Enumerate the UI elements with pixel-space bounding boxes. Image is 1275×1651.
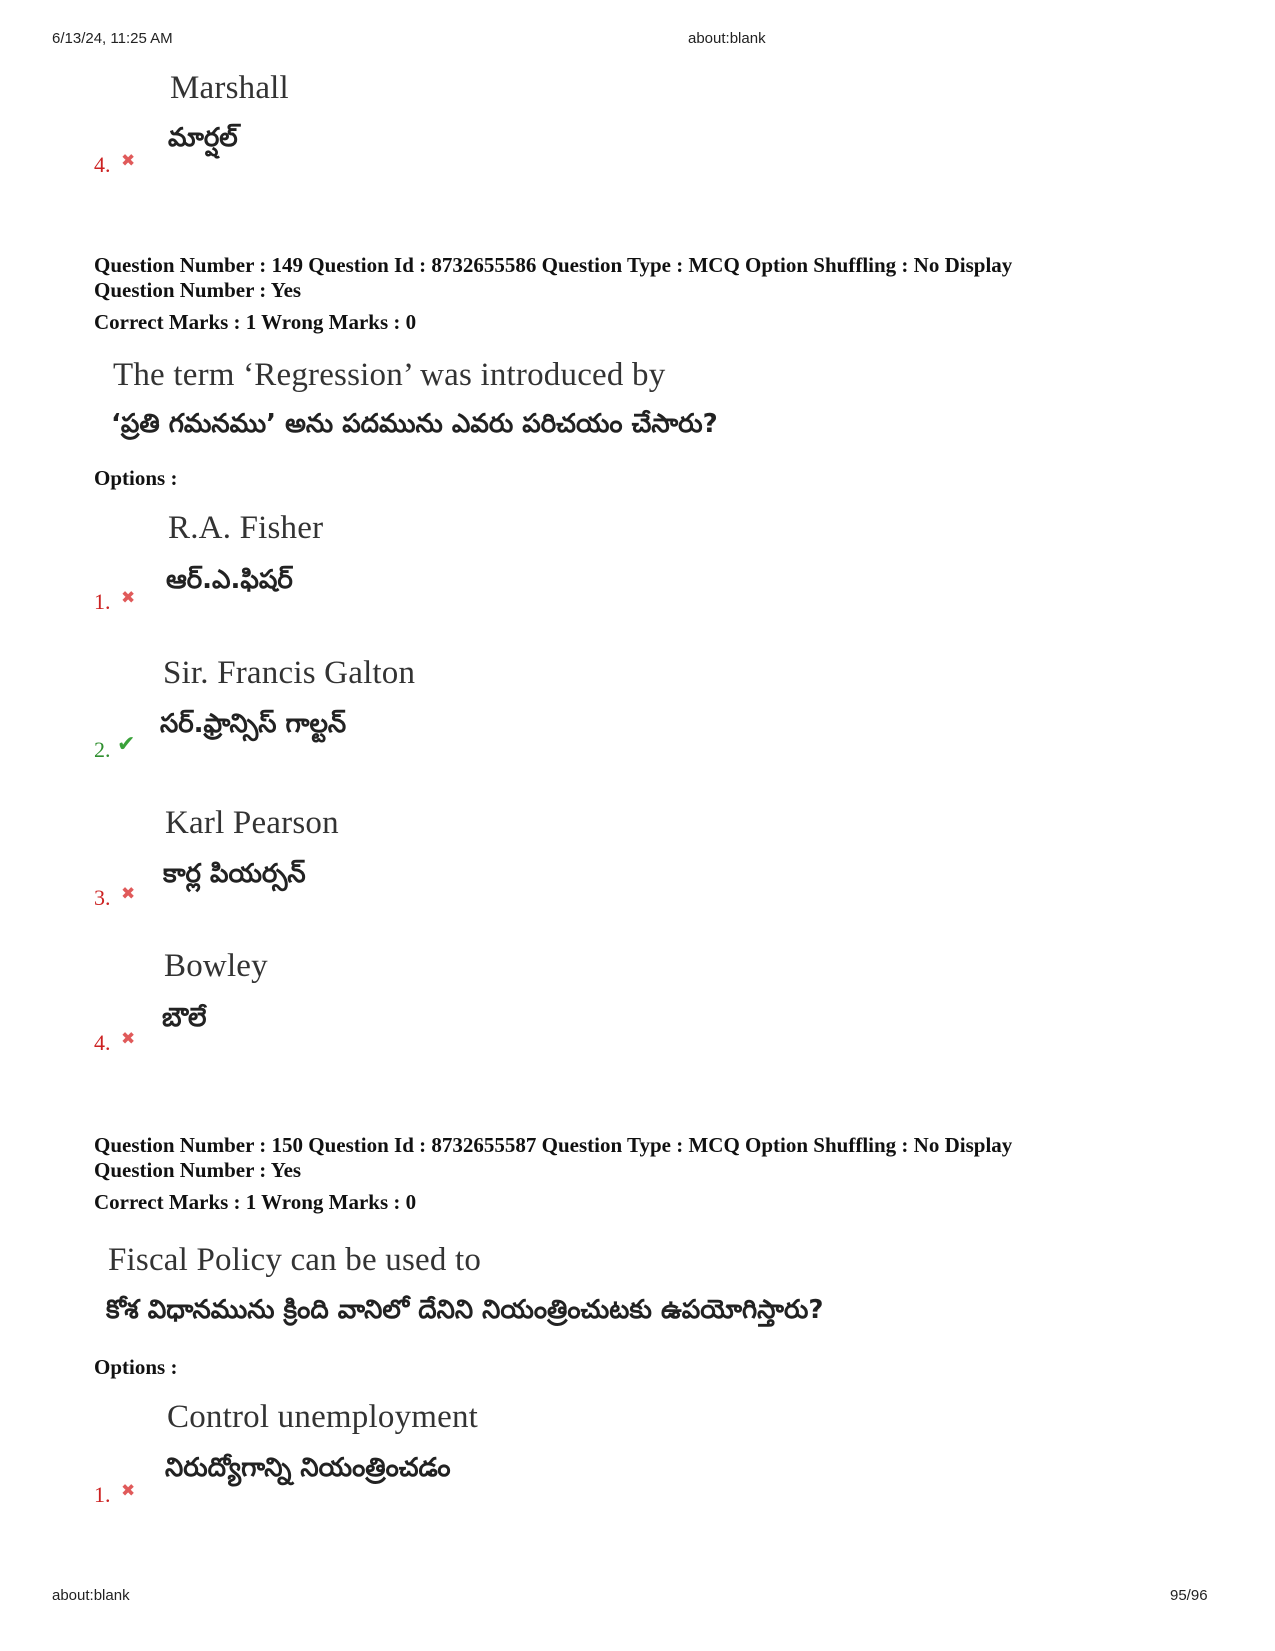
question-marks: Correct Marks : 1 Wrong Marks : 0 — [94, 310, 417, 334]
option-text-te: బౌలే — [162, 1003, 207, 1033]
option-text-en: Control unemployment — [167, 1399, 479, 1435]
wrong-icon: ✖ — [121, 1029, 136, 1049]
option-number: 3. — [94, 885, 111, 910]
question-marks: Correct Marks : 1 Wrong Marks : 0 — [94, 1190, 417, 1214]
options-label: Options : — [94, 466, 178, 490]
checkmark-icon: ✔ — [117, 732, 136, 757]
print-title: about:blank — [688, 30, 766, 47]
option-number: 2. — [94, 737, 111, 762]
question-text-te: ‘ప్రతి గమనము’ అను పదమును ఎవరు పరిచయం చేసారు? — [111, 409, 718, 439]
question-meta-cont: Question Number : Yes — [94, 1158, 302, 1182]
print-page-number: 95/96 — [1170, 1587, 1208, 1604]
question-text-en: The term ‘Regression’ was introduced by — [113, 357, 666, 393]
print-footer-url: about:blank — [52, 1587, 130, 1604]
question-text-en: Fiscal Policy can be used to — [108, 1242, 482, 1278]
option-text-en: Sir. Francis Galton — [163, 655, 416, 691]
wrong-icon: ✖ — [121, 884, 136, 904]
wrong-icon: ✖ — [121, 1481, 136, 1501]
option-text-en: R.A. Fisher — [168, 510, 324, 546]
option-text-te: మార్షల్ — [168, 123, 238, 153]
question-meta-cont: Question Number : Yes — [94, 278, 302, 302]
option-text-en: Karl Pearson — [165, 805, 339, 841]
option-text-en: Bowley — [164, 948, 268, 984]
question-meta: Question Number : 149 Question Id : 8732655586 Question Type : MCQ Option Shuffling : No Display — [94, 253, 1013, 277]
option-text-te: కార్ల పియర్సన్ — [163, 859, 306, 889]
option-number: 1. — [94, 1482, 111, 1507]
option-text-te: సర్.ఫ్రాన్సిస్ గాల్టన్ — [160, 709, 347, 739]
option-number: 4. — [94, 152, 111, 177]
option-number: 4. — [94, 1030, 111, 1055]
option-text-en: Marshall — [170, 70, 289, 106]
option-text-te: నిరుద్యోగాన్ని నియంత్రించడం — [165, 1453, 451, 1483]
option-text-te: ఆర్.ఎ.ఫిషర్ — [166, 565, 293, 595]
option-number: 1. — [94, 589, 111, 614]
question-text-te: కోశ విధానమును క్రింది వానిలో దేనిని నియంత్రించుటకు ఉపయోగిస్తారు? — [106, 1295, 824, 1325]
wrong-icon: ✖ — [121, 588, 136, 608]
options-label: Options : — [94, 1355, 178, 1379]
print-datetime: 6/13/24, 11:25 AM — [52, 30, 173, 47]
question-meta: Question Number : 150 Question Id : 8732655587 Question Type : MCQ Option Shuffling : No Display — [94, 1133, 1013, 1157]
wrong-icon: ✖ — [121, 151, 136, 171]
